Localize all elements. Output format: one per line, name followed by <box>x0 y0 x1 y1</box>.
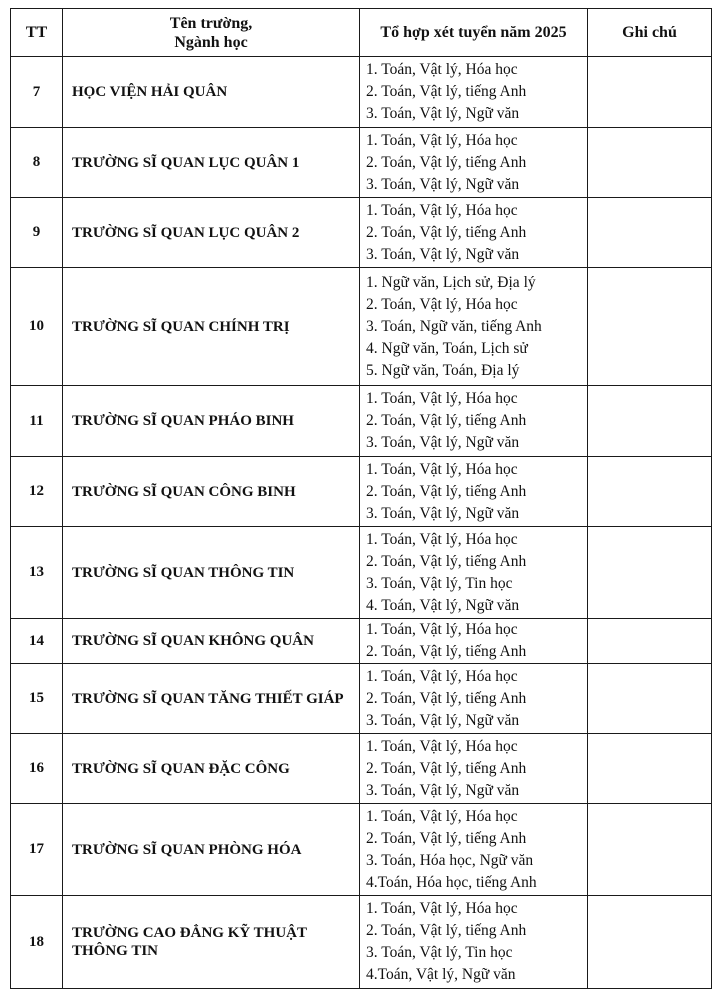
note-cell <box>588 386 712 457</box>
table-row <box>11 386 712 457</box>
note-cell <box>588 896 712 989</box>
header-combos: Tổ hợp xét tuyển năm 2025 <box>360 9 588 57</box>
note-cell <box>588 527 712 619</box>
school-name: TRƯỜNG SĨ QUAN THÔNG TIN <box>63 527 360 619</box>
combo-item: 3. Toán, Vật lý, Ngữ văn <box>366 434 520 451</box>
note-cell <box>588 198 712 268</box>
combo-list <box>360 734 588 804</box>
combo-item: 2. Toán, Vật lý, tiếng Anh <box>366 643 527 660</box>
row-number: 18 <box>11 896 63 989</box>
combo-list <box>360 896 588 989</box>
header-school <box>63 9 360 57</box>
combo-item: 3. Toán, Vật lý, Tin học <box>366 944 513 961</box>
combo-item: 4. Toán, Vật lý, Ngữ văn <box>366 596 520 614</box>
combo-list <box>360 268 588 386</box>
school-name: TRƯỜNG SĨ QUAN CÔNG BINH <box>63 457 360 527</box>
school-name: TRƯỜNG SĨ QUAN LỤC QUÂN 2 <box>63 198 360 268</box>
table-body <box>11 57 712 989</box>
combo-item: 1. Toán, Vật lý, Hóa học <box>366 61 518 78</box>
note-cell <box>588 268 712 386</box>
combo-item: 3. Toán, Vật lý, Ngữ văn <box>366 504 520 522</box>
combo-item: 2. Toán, Vật lý, tiếng Anh <box>366 759 527 777</box>
combo-item: 2. Toán, Vật lý, tiếng Anh <box>366 223 527 241</box>
row-number: 15 <box>11 664 63 734</box>
combo-item: 1. Toán, Vật lý, Hóa học <box>366 201 518 219</box>
note-cell <box>588 619 712 664</box>
combo-item: 5. Ngữ văn, Toán, Địa lý <box>366 361 520 379</box>
school-name: TRƯỜNG CAO ĐẲNG KỸ THUẬT THÔNG TIN <box>63 896 360 989</box>
combo-item: 2. Toán, Vật lý, tiếng Anh <box>366 922 527 939</box>
table-row <box>11 128 712 198</box>
row-number: 10 <box>11 268 63 386</box>
combo-item: 2. Toán, Vật lý, tiếng Anh <box>366 482 527 500</box>
table-row <box>11 896 712 989</box>
combo-list <box>360 457 588 527</box>
combo-item: 1. Ngữ văn, Lịch sử, Địa lý <box>366 273 536 291</box>
combo-item: 1. Toán, Vật lý, Hóa học <box>366 807 518 825</box>
row-number: 7 <box>11 57 63 128</box>
combo-list <box>360 198 588 268</box>
combo-item: 1. Toán, Vật lý, Hóa học <box>366 131 518 149</box>
combo-item: 4. Ngữ văn, Toán, Lịch sử <box>366 339 528 357</box>
row-number: 8 <box>11 128 63 198</box>
combo-list <box>360 804 588 896</box>
note-cell <box>588 734 712 804</box>
combo-list <box>360 128 588 198</box>
combo-list <box>360 386 588 457</box>
combo-item: 1. Toán, Vật lý, Hóa học <box>366 530 518 548</box>
combo-list <box>360 527 588 619</box>
table-row <box>11 268 712 386</box>
table-header-row <box>11 9 712 57</box>
row-number: 16 <box>11 734 63 804</box>
combo-item: 1. Toán, Vật lý, Hóa học <box>366 667 518 685</box>
combo-item: 3. Toán, Vật lý, Ngữ văn <box>366 781 520 799</box>
header-note: Ghi chú <box>588 9 712 57</box>
school-name: TRƯỜNG SĨ QUAN TĂNG THIẾT GIÁP <box>63 664 360 734</box>
school-name: TRƯỜNG SĨ QUAN LỤC QUÂN 1 <box>63 128 360 198</box>
combo-item: 1. Toán, Vật lý, Hóa học <box>366 900 518 917</box>
combo-item: 1. Toán, Vật lý, Hóa học <box>366 621 518 638</box>
table-row <box>11 57 712 128</box>
school-name: TRƯỜNG SĨ QUAN PHÒNG HÓA <box>63 804 360 896</box>
combo-item: 2. Toán, Vật lý, tiếng Anh <box>366 412 527 429</box>
combo-item: 1. Toán, Vật lý, Hóa học <box>366 460 518 478</box>
row-number: 17 <box>11 804 63 896</box>
table-row <box>11 527 712 619</box>
note-cell <box>588 804 712 896</box>
combo-list <box>360 57 588 128</box>
combo-list <box>360 664 588 734</box>
combo-item: 1. Toán, Vật lý, Hóa học <box>366 737 518 755</box>
header-school-line1: Tên trường, <box>169 14 253 32</box>
combo-item: 3. Toán, Vật lý, Ngữ văn <box>366 245 520 263</box>
header-tt: TT <box>11 9 63 57</box>
combo-item: 4.Toán, Hóa học, tiếng Anh <box>366 873 537 891</box>
combo-item: 2. Toán, Vật lý, Hóa học <box>366 295 518 313</box>
combo-item: 3. Toán, Vật lý, Tin học <box>366 574 513 592</box>
header-school-line2: Ngành học <box>174 33 248 51</box>
combo-list <box>360 619 588 664</box>
school-name: TRƯỜNG SĨ QUAN KHÔNG QUÂN <box>63 619 360 664</box>
row-number: 14 <box>11 619 63 664</box>
table-row <box>11 457 712 527</box>
table-row <box>11 804 712 896</box>
combo-item: 3. Toán, Ngữ văn, tiếng Anh <box>366 317 542 335</box>
combo-item: 2. Toán, Vật lý, tiếng Anh <box>366 552 527 570</box>
combo-item: 2. Toán, Vật lý, tiếng Anh <box>366 83 527 100</box>
school-name: HỌC VIỆN HẢI QUÂN <box>63 57 360 128</box>
school-name: TRƯỜNG SĨ QUAN ĐẶC CÔNG <box>63 734 360 804</box>
row-number: 13 <box>11 527 63 619</box>
row-number: 11 <box>11 386 63 457</box>
admission-table <box>10 8 712 989</box>
combo-item: 1. Toán, Vật lý, Hóa học <box>366 390 518 407</box>
row-number: 9 <box>11 198 63 268</box>
note-cell <box>588 664 712 734</box>
table-row <box>11 198 712 268</box>
note-cell <box>588 57 712 128</box>
combo-item: 2. Toán, Vật lý, tiếng Anh <box>366 153 527 171</box>
combo-item: 4.Toán, Vật lý, Ngữ văn <box>366 966 516 983</box>
admission-document <box>10 8 711 989</box>
table-row <box>11 619 712 664</box>
school-name: TRƯỜNG SĨ QUAN PHÁO BINH <box>63 386 360 457</box>
combo-item: 3. Toán, Vật lý, Ngữ văn <box>366 175 520 193</box>
combo-item: 2. Toán, Vật lý, tiếng Anh <box>366 689 527 707</box>
school-name: TRƯỜNG SĨ QUAN CHÍNH TRỊ <box>63 268 360 386</box>
row-number: 12 <box>11 457 63 527</box>
note-cell <box>588 457 712 527</box>
combo-item: 3. Toán, Vật lý, Ngữ văn <box>366 711 520 729</box>
combo-item: 3. Toán, Hóa học, Ngữ văn <box>366 851 534 869</box>
table-row <box>11 734 712 804</box>
combo-item: 2. Toán, Vật lý, tiếng Anh <box>366 829 527 847</box>
note-cell <box>588 128 712 198</box>
table-row <box>11 664 712 734</box>
combo-item: 3. Toán, Vật lý, Ngữ văn <box>366 105 520 122</box>
